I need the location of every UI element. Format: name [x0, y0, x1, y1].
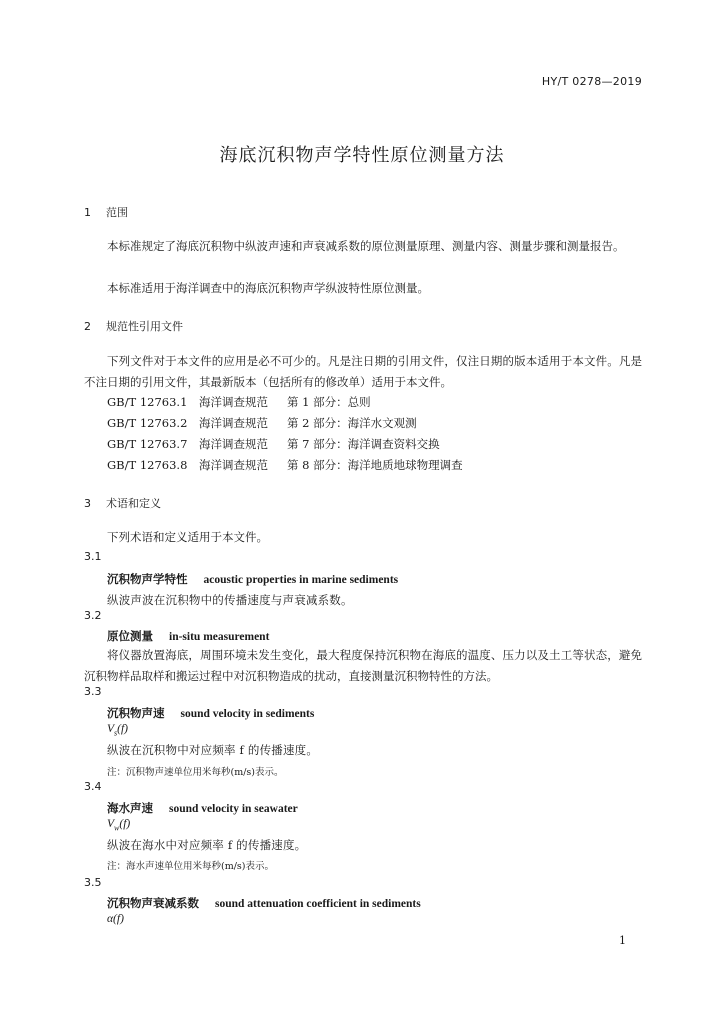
reference-item: [107, 436, 440, 452]
symbol-argument: (f): [119, 818, 131, 830]
page-number: 1: [619, 934, 626, 947]
section-3-heading: [84, 495, 161, 511]
reference-part: 第 8 部分：海洋地质地球物理调查: [287, 458, 463, 472]
section-1-paragraph-2: 本标准适用于海洋调查中的海底沉积物声学纵波特性原位测量。: [107, 281, 429, 295]
term-number: 3.4: [84, 780, 102, 793]
reference-name: 海洋调查规范: [199, 395, 268, 409]
term-zh: 原位测量: [107, 629, 153, 643]
term-definition: 纵波在沉积物中对应频率 f 的传播速度。: [107, 743, 319, 757]
section-3-intro: 下列术语和定义适用于本文件。: [107, 530, 268, 544]
symbol-argument: (f): [117, 723, 129, 735]
term-symbol: [107, 913, 124, 925]
term-note: 注：海水声速单位用米每秒(m/s)表示。: [107, 861, 274, 872]
reference-code: GB/T 12763.8: [107, 458, 188, 472]
section-2-heading: [84, 318, 183, 334]
reference-name: 海洋调查规范: [199, 458, 268, 472]
section-number: 2: [84, 320, 91, 333]
term-en: sound velocity in sediments: [180, 708, 315, 720]
term-en: in-situ measurement: [169, 631, 270, 643]
reference-part: 第 7 部分：海洋调查资料交换: [287, 437, 440, 451]
term-entry: [107, 571, 398, 587]
reference-item: [107, 457, 463, 473]
standard-code: HY/T 0278—2019: [541, 75, 642, 88]
symbol-main: α: [107, 913, 114, 925]
term-en: acoustic properties in marine sediments: [203, 574, 399, 586]
reference-part: 第 2 部分：海洋水文观测: [287, 416, 417, 430]
symbol-argument: (f): [113, 913, 124, 925]
reference-code: GB/T 12763.2: [107, 416, 188, 430]
reference-code: GB/T 12763.7: [107, 437, 188, 451]
term-definition: 纵波声波在沉积物中的传播速度与声衰减系数。: [107, 593, 353, 607]
reference-item: [107, 415, 417, 431]
term-definition: 纵波在海水中对应频率 f 的传播速度。: [107, 838, 307, 852]
section-title: 术语和定义: [106, 497, 161, 510]
term-definition: 将仪器放置海底，周围环境未发生变化，最大程度保持沉积物在海底的温度、压力以及土工等状态，避免沉积物样品取样和搬运过程中对沉积物造成的扰动，直接测量沉积物特性的方法。: [84, 648, 642, 683]
term-symbol: [107, 723, 128, 737]
term-zh: 沉积物声学特性: [107, 572, 188, 586]
section-1-paragraph-1: 本标准规定了海底沉积物中纵波声速和声衰减系数的原位测量原理、测量内容、测量步骤和测量报告。: [107, 239, 625, 253]
term-en: sound velocity in seawater: [169, 803, 298, 815]
term-number: 3.5: [84, 876, 102, 889]
term-zh: 沉积物声速: [107, 706, 165, 720]
term-zh: 海水声速: [107, 801, 153, 815]
term-entry: [107, 800, 298, 816]
document-title: 海底沉积物声学特性原位测量方法: [219, 145, 505, 166]
symbol-subscript: s: [114, 728, 118, 738]
section-number: 1: [84, 206, 91, 219]
section-2-paragraph-1: 下列文件对于本文件的应用是必不可少的。凡是注日期的引用文件，仅注日期的版本适用于本文件。凡是不注日期的引用文件，其最新版本（包括所有的修改单）适用于本文件。: [84, 354, 642, 389]
term-en: sound attenuation coefficient in sediments: [215, 898, 421, 910]
reference-part: 第 1 部分：总则: [287, 395, 371, 409]
term-zh: 沉积物声衰减系数: [107, 896, 199, 910]
section-title: 规范性引用文件: [106, 320, 183, 333]
term-entry: [107, 705, 314, 721]
reference-item: [107, 394, 371, 410]
term-entry: [107, 628, 269, 644]
reference-name: 海洋调查规范: [199, 416, 268, 430]
symbol-subscript: w: [114, 823, 120, 833]
term-number: 3.1: [84, 550, 102, 563]
reference-name: 海洋调查规范: [199, 437, 268, 451]
symbol-main: V: [107, 818, 115, 830]
term-note: 注：沉积物声速单位用米每秒(m/s)表示。: [107, 767, 284, 778]
section-title: 范围: [106, 206, 128, 219]
symbol-main: V: [107, 723, 115, 735]
section-1-heading: [84, 204, 128, 220]
term-number: 3.3: [84, 685, 102, 698]
term-number: 3.2: [84, 609, 102, 622]
reference-code: GB/T 12763.1: [107, 395, 188, 409]
term-entry: [107, 895, 421, 911]
term-symbol: [107, 818, 130, 832]
section-number: 3: [84, 497, 91, 510]
